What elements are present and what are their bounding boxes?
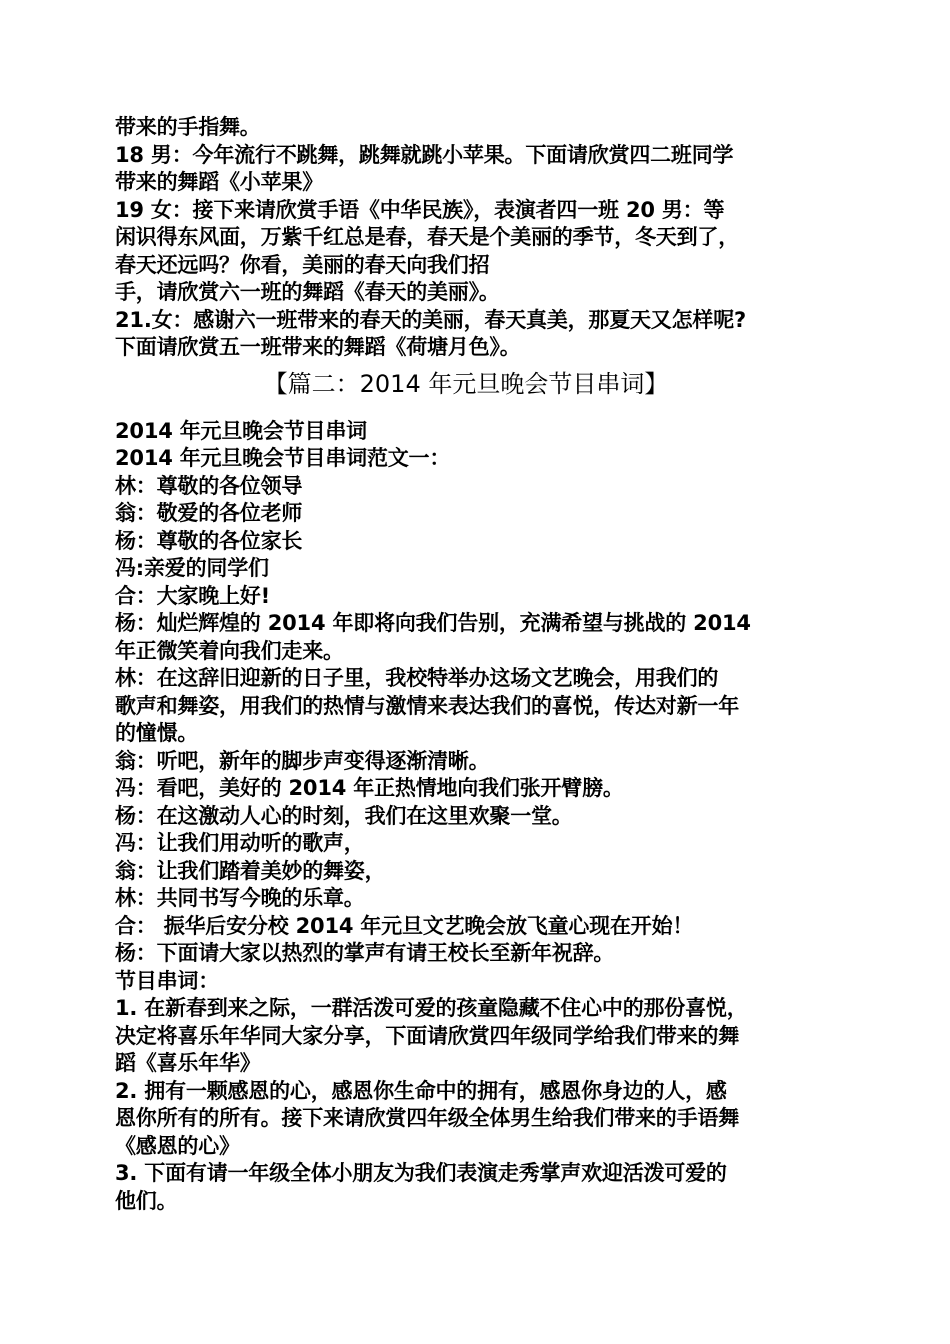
- text-line: 恩你所有的所有。接下来请欣赏四年级全体男生给我们带来的手语舞: [115, 1106, 739, 1130]
- text-line: 林：尊敬的各位领导: [115, 473, 303, 498]
- text-line: 21.女：感谢六一班带来的春天的美丽，春天真美，那夏天又怎样呢?: [115, 307, 746, 332]
- text-line: 合： 振华后安分校 2014 年元旦文艺晚会放飞童心现在开始！: [115, 913, 694, 938]
- text-line: 2014 年元旦晚会节目串词: [115, 418, 367, 443]
- text-line: 翁：听吧，新年的脚步声变得逐渐清晰。: [115, 748, 490, 773]
- text-line: 2. 拥有一颗感恩的心，感恩你生命中的拥有，感恩你身边的人，感: [115, 1078, 727, 1103]
- text-line: 带来的手指舞。: [115, 115, 261, 139]
- text-line: 冯：让我们用动听的歌声，: [115, 831, 365, 855]
- section-title: 【篇二：2014 年元旦晚会节目串词】: [263, 369, 669, 398]
- text-line: 林：共同书写今晚的乐章。: [115, 886, 365, 910]
- text-line: 下面请欣赏五一班带来的舞蹈《荷塘月色》。: [115, 335, 521, 359]
- text-line: 闲识得东风面，万紫千红总是春，春天是个美丽的季节，冬天到了，: [115, 225, 739, 249]
- text-line: 3. 下面有请一年级全体小朋友为我们表演走秀掌声欢迎活泼可爱的: [115, 1161, 727, 1185]
- text-line: 18 男：今年流行不跳舞，跳舞就跳小苹果。下面请欣赏四二班同学: [115, 142, 734, 167]
- document-page: [115, 114, 837, 1215]
- text-line: 的憧憬。: [115, 721, 199, 745]
- text-line: 翁：敬爱的各位老师: [115, 501, 303, 525]
- text-line: 手，请欣赏六一班的舞蹈《春天的美丽》。: [115, 280, 500, 304]
- text-line: 2014 年元旦晚会节目串词范文一：: [115, 446, 451, 470]
- text-line: 《感恩的心》: [115, 1133, 240, 1158]
- text-line: 杨：下面请大家以热烈的掌声有请王校长至新年祝辞。: [115, 941, 615, 965]
- text-line: 歌声和舞姿，用我们的热情与激情来表达我们的喜悦，传达对新一年: [115, 693, 739, 718]
- text-line: 他们。: [115, 1188, 178, 1213]
- text-line: 带来的舞蹈《小苹果》: [115, 170, 323, 194]
- part1-text-block: [115, 114, 837, 362]
- part2-text-block: [115, 418, 837, 1216]
- text-line: 蹈《喜乐年华》: [115, 1051, 261, 1075]
- text-line: 林：在这辞旧迎新的日子里，我校特举办这场文艺晚会，用我们的: [115, 666, 719, 690]
- text-line: 杨：在这激动人心的时刻，我们在这里欢聚一堂。: [115, 803, 573, 828]
- text-line: 年正微笑着向我们走来。: [115, 638, 344, 663]
- text-line: 1. 在新春到来之际，一群活泼可爱的孩童隐藏不住心中的那份喜悦，: [115, 996, 748, 1020]
- text-line: 决定将喜乐年华同大家分享，下面请欣赏四年级同学给我们带来的舞: [115, 1023, 739, 1048]
- text-line: 节目串词：: [115, 968, 219, 993]
- text-line: 杨：灿烂辉煌的 2014 年即将向我们告别，充满希望与挑战的 2014: [115, 611, 751, 635]
- text-line: 合：大家晚上好!: [115, 583, 270, 608]
- text-line: 冯：看吧，美好的 2014 年正热情地向我们张开臂膀。: [115, 776, 624, 800]
- text-line: 翁：让我们踏着美妙的舞姿，: [115, 858, 386, 883]
- text-line: 杨：尊敬的各位家长: [115, 528, 303, 553]
- text-line: 冯:亲爱的同学们: [115, 556, 269, 580]
- text-line: 春天还远吗？你看，美丽的春天向我们招: [115, 252, 490, 277]
- text-line: 19 女：接下来请欣赏手语《中华民族》，表演者四一班 20 男：等: [115, 197, 725, 222]
